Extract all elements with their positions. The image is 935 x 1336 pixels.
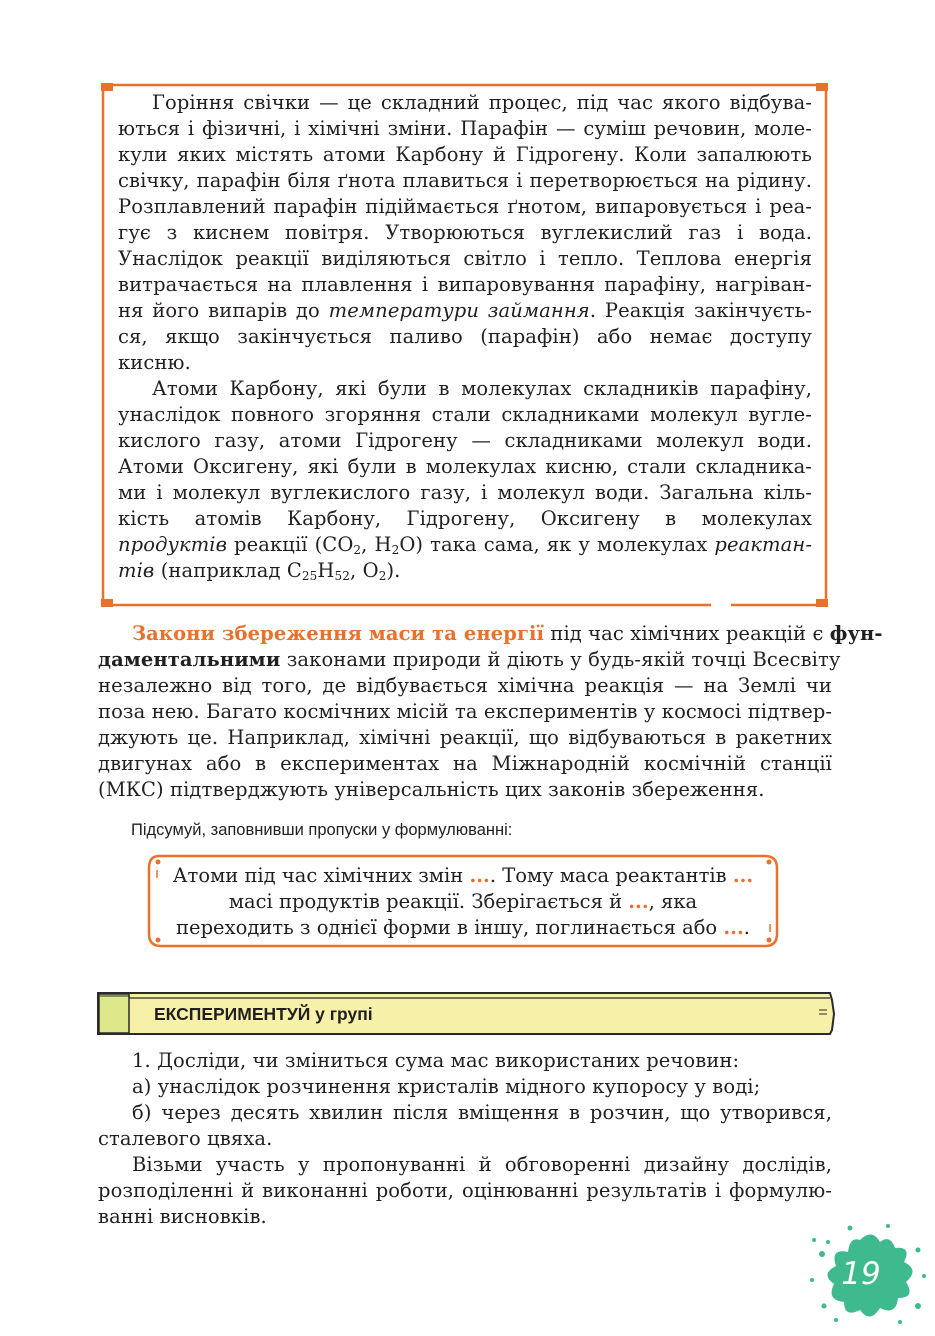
box-line: кули яких містять атоми Карбону й Гідрогену. Коли запалюють <box>118 143 812 166</box>
box-line: кислого газу, атоми Гідрогену — складниками молекул води. <box>118 429 812 452</box>
fill-text-run: . <box>743 916 750 939</box>
box-text-run: O) така сама, як у молекулах <box>399 533 715 556</box>
fill-text-run: , яка <box>648 890 698 913</box>
box-line: гує з киснем повітря. Утворюються вуглекислий газ і вода. <box>118 221 812 244</box>
laws-line <box>98 621 883 647</box>
term-italic: тів <box>118 559 155 582</box>
fill-in-box <box>145 852 781 950</box>
box-text-run: (наприклад C <box>154 559 302 582</box>
fill-text-run: Атоми під час хімічних змін <box>172 864 470 887</box>
box-line: Горіння свічки — це складний процес, під час якого відбува- <box>152 91 812 114</box>
box-text-run: ). <box>386 559 401 582</box>
blank-dots: ... <box>628 890 649 913</box>
subscript: 25 <box>301 569 318 583</box>
box-line: унаслідок повного згоряння стали складниками молекул вугле- <box>118 403 812 426</box>
task-line: Візьми участь у пропонуванні й обговоренні дизайну дослідів, <box>132 1153 832 1176</box>
box-text-run: , O <box>350 559 379 582</box>
term-italic: температури займання <box>328 299 590 322</box>
experiment-tasks <box>98 1048 832 1230</box>
subscript: 2 <box>353 543 362 557</box>
box-line-formula <box>118 558 812 584</box>
task-line: ванні висновків. <box>98 1205 267 1228</box>
laws-line: поза нею. Багато космічних місій та експериментів у космосі підтвер- <box>98 700 833 723</box>
blank-dots: ... <box>469 864 490 887</box>
fill-line <box>145 889 781 915</box>
box-line: кисню. <box>118 351 191 374</box>
box-line: кість атомів Карбону, Гідрогену, Оксигену в молекулах <box>118 507 812 530</box>
subscript: 2 <box>378 569 387 583</box>
laws-highlight: Закони збереження маси та енергії <box>132 622 545 645</box>
laws-text-run: законами природи й діють у будь-якій точці Всесвіту <box>280 648 841 671</box>
laws-line <box>98 647 841 673</box>
fill-text-run: переходить з однієї форми в іншу, поглинається або <box>176 916 724 939</box>
box-line-formula <box>118 532 812 558</box>
box-line: ся, якщо закінчується паливо (парафін) або немає доступу <box>118 325 812 348</box>
fill-text-run: масі продуктів реакції. Зберігається й <box>228 890 629 913</box>
laws-line: (МКС) підтверджують універсальність цих законів збереження. <box>98 778 765 801</box>
blank-dots: ... <box>723 916 744 939</box>
laws-line: незалежно від того, де відбувається хімічна реакція — на Землі чи <box>98 674 832 697</box>
box-text-run: ня його випарів до <box>118 299 329 322</box>
box-line: витрачається на плавлення і випаровування парафіну, нагріван- <box>118 273 812 296</box>
blank-dots: ... <box>732 864 754 887</box>
fill-line <box>145 915 781 941</box>
box-line: ються і фізичні, і хімічні зміни. Парафін — суміш речовин, моле- <box>118 117 812 140</box>
experiment-label: ЕКСПЕРИМЕНТУЙ у групі <box>154 1004 373 1024</box>
term-italic: реактан- <box>714 533 813 556</box>
laws-text-run: під час хімічних реакцій є <box>544 622 830 645</box>
box-line: Розплавлений парафін підіймається ґнотом, випаровується і реа- <box>118 195 812 218</box>
box-text-run: , H <box>361 533 392 556</box>
subscript: 52 <box>334 569 350 583</box>
box-text-run: . Реакція закінчуєть- <box>589 299 812 322</box>
laws-line: джують це. Наприклад, хімічні реакції, що відбуваються в ракетних <box>98 726 832 749</box>
info-box-text <box>118 90 812 584</box>
box-line: ми і молекул вуглекислого газу, і молекул води. Загальна кіль- <box>118 481 812 504</box>
box-line <box>118 298 812 324</box>
box-text-run: реакції (CO <box>227 533 354 556</box>
info-box <box>101 83 828 607</box>
task-line: б) через десять хвилин після вміщення в розчин, що утворився, <box>132 1101 832 1124</box>
fill-line <box>145 863 781 889</box>
term-italic: продуктів <box>118 533 228 556</box>
box-line: Атоми Карбону, які були в молекулах складників парафіну, <box>152 377 812 400</box>
fill-text-run: . Тому маса реактантів <box>489 864 733 887</box>
laws-bold: фун- <box>829 622 883 645</box>
box-text-run: H <box>317 559 335 582</box>
task-line: а) унаслідок розчинення кристалів мідного купоросу у воді; <box>132 1075 761 1098</box>
box-line: Унаслідок реакції виділяються світло і тепло. Теплова енергія <box>118 247 812 270</box>
box-line: Атоми Оксигену, які були в молекулах кисню, стали складника- <box>118 455 812 478</box>
task-line: сталевого цвяха. <box>98 1127 273 1150</box>
task-prompt: Підсумуй, заповнивши пропуски у формулюванні: <box>131 821 513 839</box>
box-line: свічку, парафін біля ґнота плавиться і перетворюється на рідину. <box>118 169 812 192</box>
page-number: 19 <box>841 1256 881 1292</box>
laws-bold: даментальними <box>98 648 281 671</box>
laws-paragraph <box>98 621 883 803</box>
subscript: 2 <box>391 543 400 557</box>
task-line: розподіленні й виконанні роботи, оцінюванні результатів і формулю- <box>98 1179 832 1202</box>
task-line: 1. Досліди, чи зміниться сума мас використаних речовин: <box>132 1049 740 1072</box>
fill-in-text <box>145 863 781 941</box>
laws-line: двигунах або в експериментах на Міжнародній космічній станції <box>98 752 832 775</box>
